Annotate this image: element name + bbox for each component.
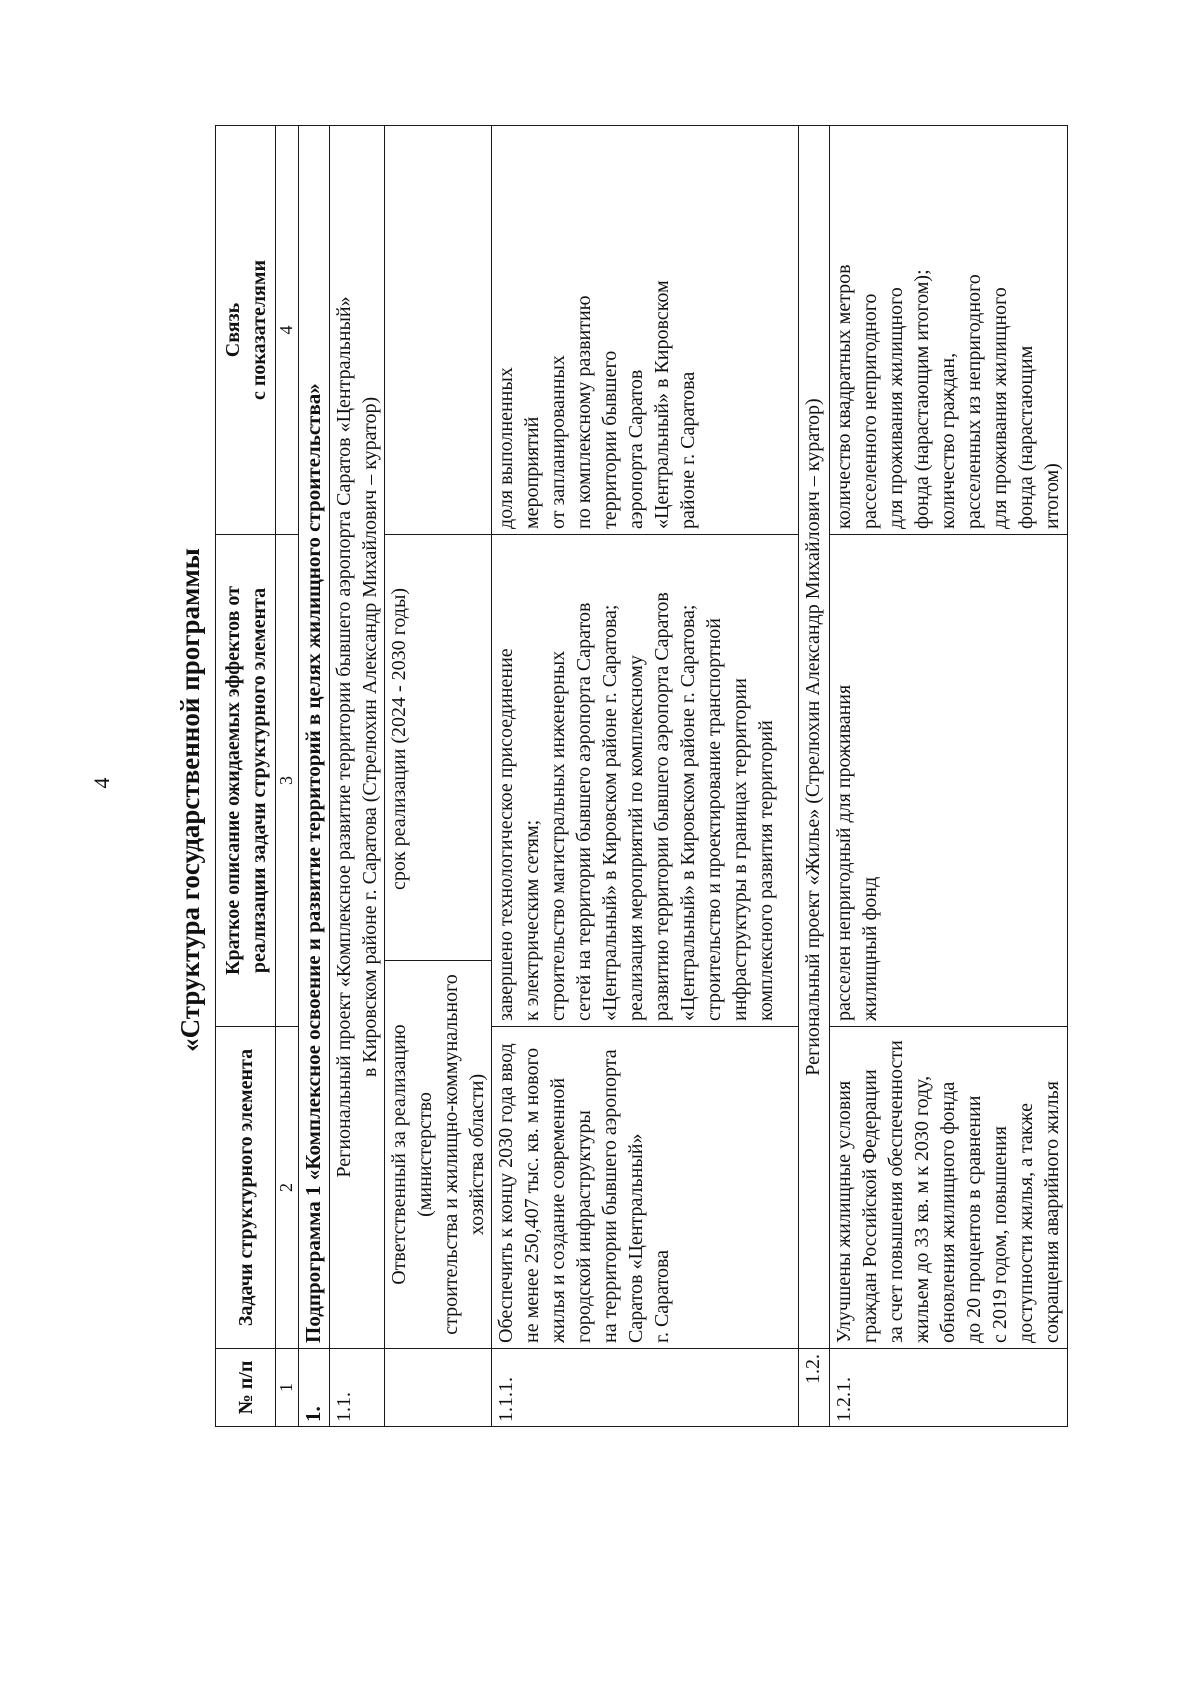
task-row <box>492 126 799 1427</box>
column-number: 1 <box>276 1349 299 1427</box>
task-number: 1.2.1. <box>830 1349 1068 1427</box>
project-title: Региональный проект «Жилье» (Стрелюхин Александр Михайлович – куратор) <box>799 126 830 1349</box>
indicators-link: доля выполненных мероприятий от запланированных по комплексному развитию территории бывшего аэропорта Саратов «Центральный» в Кировском районе г. Саратова <box>492 126 799 535</box>
task-row <box>830 126 1068 1427</box>
empty-cell <box>385 126 492 535</box>
responsible-ministry: Ответственный за реализацию (министерство строительства и жилищно-коммунального хозяйства области) <box>385 961 491 1349</box>
column-numbers-row <box>276 126 299 1427</box>
header-number: № п/п <box>216 1349 276 1427</box>
program-structure-table <box>215 125 1068 1427</box>
task-number: 1.1.1. <box>492 1349 799 1427</box>
implementation-period: срок реализации (2024 - 2030 годы) <box>388 587 410 890</box>
column-number: 3 <box>276 535 299 1027</box>
subprogram-number: 1. <box>299 1349 330 1427</box>
header-indicators: Связь с показателями <box>216 126 276 535</box>
subprogram-title: Подпрограмма 1 «Комплексное освоение и развитие территорий в целях жилищного строительства» <box>299 126 330 1349</box>
header-row <box>216 126 276 1427</box>
subprogram-row <box>299 126 330 1427</box>
column-number: 2 <box>276 1027 299 1349</box>
expected-effects: расселен непригодный для проживания жилищный фонд <box>830 535 1068 1027</box>
project-row <box>330 126 385 1427</box>
page-number: 4 <box>89 777 114 789</box>
indicators-link: количество квадратных метров расселенного непригодного для проживания жилищного фонда (нарастающим итогом); количество граждан, расселенных из непригодного для проживания жилищного фонда (нарастающим итогом) <box>830 126 1068 535</box>
program-structure-table-wrapper <box>215 126 1063 1427</box>
task-description: Обеспечить к концу 2030 года ввод не менее 250,407 тыс. кв. м нового жилья и создание современной городской инфраструктуры на территории бывшего аэропорта Саратов «Центральный» г. Саратова <box>492 1027 799 1349</box>
header-tasks: Задачи структурного элемента <box>216 1027 276 1349</box>
column-number: 4 <box>276 126 299 535</box>
empty-cell <box>385 1349 492 1427</box>
responsible-row <box>385 126 492 1427</box>
project-title: Региональный проект «Комплексное развитие территории бывшего аэропорта Саратов «Центральный» в Кировском районе г. Саратова (Стрелюхин Александр Михайлович – куратор) <box>330 126 385 1349</box>
project-row <box>799 126 830 1427</box>
project-number: 1.2. <box>799 1349 830 1427</box>
expected-effects: завершено технологическое присоединение к электрическим сетям; строительство магистральных инженерных сетей на территории бывшего аэропорта Саратов «Центральный» в Кировском районе г. Саратова; реализация мероприятий по комплексному развитию территории бывшего аэропорта Саратов «Центральный» в Кировском районе г. Саратова; строительство и проектирование транспортной инфраструктуры в границах территории комплексного развития территорий <box>492 535 799 1027</box>
responsible-cell <box>385 535 492 1349</box>
header-effects: Краткое описание ожидаемых эффектов от реализации задачи структурного элемента <box>216 535 276 1027</box>
task-description: Улучшены жилищные условия граждан Российской Федерации за счет повышения обеспеченности жильем до 33 кв. м к 2030 году, обновления жилищного фонда до 20 процентов в сравнении с 2019 годом, повышения доступности жилья, а также сокращения аварийного жилья <box>830 1027 1068 1349</box>
project-number: 1.1. <box>330 1349 385 1427</box>
document-title: «Структура государственной программы <box>175 548 205 1052</box>
